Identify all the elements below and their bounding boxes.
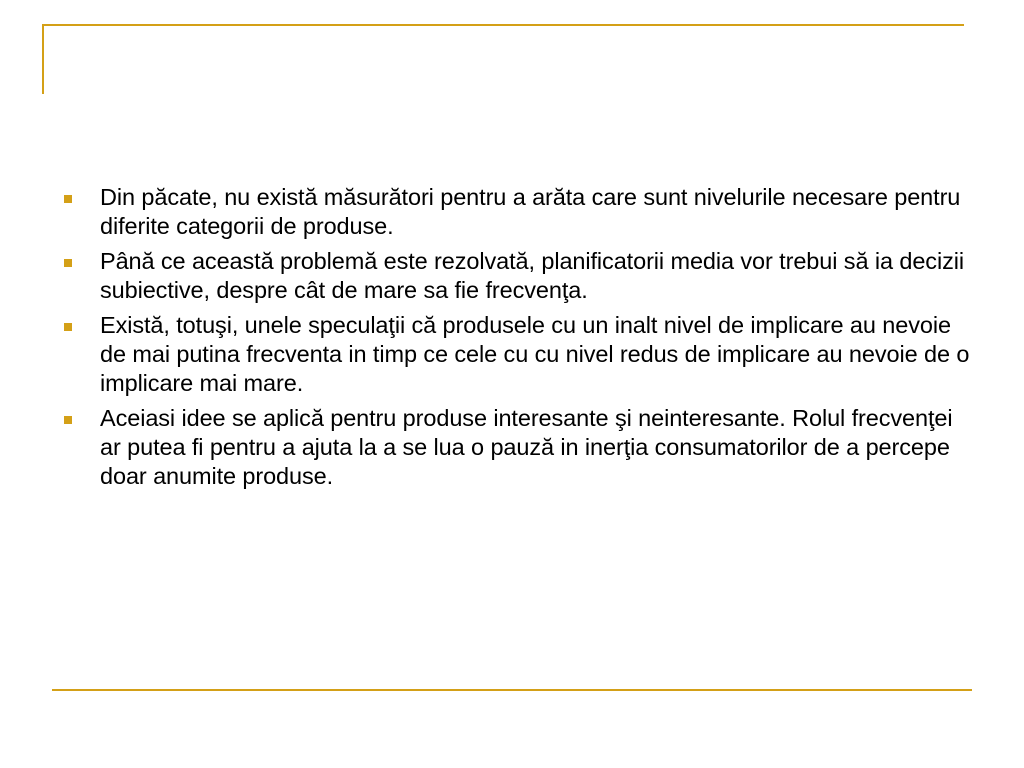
- bullet-item: [64, 247, 974, 305]
- bullet-list: [64, 183, 974, 497]
- bullet-item: [64, 183, 974, 241]
- bullet-text: Există, totuşi, unele speculaţii că produsele cu un inalt nivel de implicare au nevoie de mai putina frecventa in timp ce cele cu cu nivel redus de implicare au nevoie de o implicare mai mare.: [100, 312, 970, 396]
- frame-bottom-line: [52, 689, 972, 691]
- frame-top-line: [42, 24, 964, 26]
- bullet-text: Până ce această problemă este rezolvată, planificatorii media vor trebui să ia decizii subiective, despre cât de mare sa fie frecvenţa.: [100, 248, 964, 303]
- frame-left-line: [42, 24, 44, 94]
- square-bullet-icon: [64, 323, 72, 331]
- bullet-text: Aceiasi idee se aplică pentru produse interesante şi neinteresante. Rolul frecvenţei ar putea fi pentru a ajuta la a se lua o pauză in inerţia consumatorilor de a percepe doar anumite produse.: [100, 405, 953, 489]
- square-bullet-icon: [64, 195, 72, 203]
- square-bullet-icon: [64, 416, 72, 424]
- bullet-item: [64, 404, 974, 491]
- bullet-item: [64, 311, 974, 398]
- square-bullet-icon: [64, 259, 72, 267]
- bullet-text: Din păcate, nu există măsurători pentru a arăta care sunt nivelurile necesare pentru diferite categorii de produse.: [100, 184, 961, 239]
